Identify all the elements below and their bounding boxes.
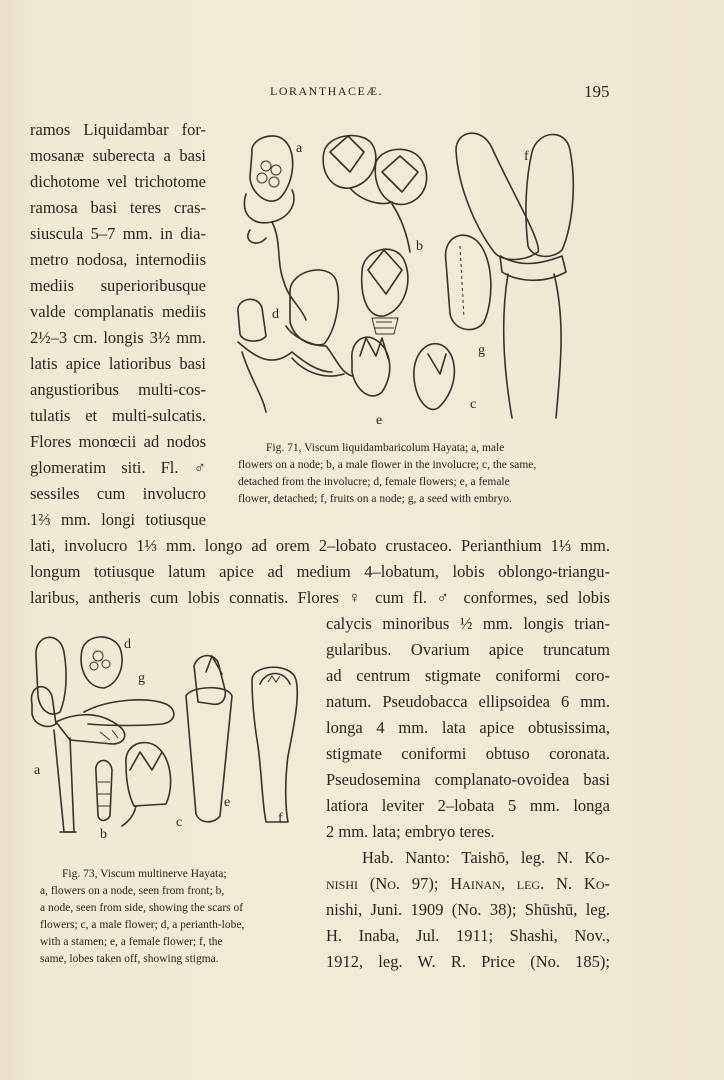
text-line: laribus, antheris cum lobis connatis. Flores ♀ cum fl. ♂ conformes, sed lobis	[30, 588, 610, 607]
page-number: 195	[584, 82, 610, 101]
fig71-seed	[446, 235, 491, 329]
text-line: nishi (No. 97); Hainan, leg. N. Ko-	[326, 874, 610, 893]
fig73-label-e: e	[224, 795, 231, 810]
fig71-male-flower-involucre	[323, 136, 427, 252]
text-line: ramos Liquidambar for-	[30, 120, 206, 139]
text-line: siuscula 5–7 mm. in dia-	[30, 224, 206, 243]
text-line: nishi, Juni. 1909 (No. 38); Shūshū, leg.	[326, 900, 610, 919]
text-line: valde complanatis mediis	[30, 302, 206, 321]
fig73-male-flower	[122, 743, 171, 826]
caption-line: with a stamen; e, a female flower; f, the	[40, 936, 223, 948]
caption-line: Fig. 71, Viscum liquidambaricolum Hayata; a, male	[266, 442, 505, 454]
text-line: Pseudosemina complanato-ovoidea basi	[326, 770, 610, 789]
text-line: sessiles cum involucro	[30, 484, 206, 503]
text-line: gularibus. Ovarium apice truncatum	[326, 640, 610, 659]
text-line: angustioribus multi-cos-	[30, 380, 206, 399]
fig71-label-f: f	[524, 149, 529, 164]
figure-71-caption	[238, 440, 608, 508]
text-line: calycis minoribus ½ mm. longis trian-	[326, 614, 610, 633]
fig71-label-g: g	[478, 343, 485, 358]
figure-71-drawing	[232, 122, 612, 432]
caption-line: flower, detached; f, fruits on a node; g, a seed with embryo.	[238, 493, 512, 505]
text-line: latiora leviter 2–lobata 5 mm. longa	[326, 796, 610, 815]
text-line: metro nodosa, internodiis	[30, 250, 206, 269]
fig71-label-e: e	[376, 413, 383, 428]
text-line: tulatis et multi-sulcatis.	[30, 406, 206, 425]
fig73-label-c: c	[176, 815, 183, 830]
fig73-node-side	[96, 760, 112, 820]
text-line: 2 mm. lata; embryo teres.	[326, 822, 495, 841]
text-line: mosanæ suberecta a basi	[30, 146, 206, 165]
fig73-label-g: g	[138, 671, 145, 686]
figure-73	[26, 626, 316, 861]
fig73-label-a: a	[34, 763, 41, 778]
fig73-perianth-lobe	[81, 637, 122, 688]
running-head: LORANTHACEÆ.	[270, 84, 383, 98]
text-line: stigmate coniformi obtuso coronata.	[326, 744, 610, 763]
text-line: 1⅔ mm. longi totiusque	[30, 510, 206, 529]
fig71-label-a: a	[296, 141, 303, 156]
fig71-male-flower-detached	[362, 249, 455, 409]
text-line: lati, involucro 1⅓ mm. longo ad orem 2–lobato crustaceo. Perianthium 1⅓ mm.	[30, 536, 610, 555]
caption-line: a node, seen from side, showing the scars of	[40, 902, 244, 914]
caption-line: flowers; c, a male flower; d, a perianth-lobe,	[40, 919, 245, 931]
fig71-female-flower-detached	[352, 337, 390, 396]
figure-73-caption	[40, 866, 300, 968]
text-line: glomeratim siti. Fl. ♂	[30, 458, 206, 477]
caption-line: Fig. 73, Viscum multinerve Hayata;	[62, 868, 227, 880]
caption-line: same, lobes taken off, showing stigma.	[40, 953, 219, 965]
text-line: dichotome vel trichotome	[30, 172, 206, 191]
text-line: Hab. Nanto: Taishō, leg. N. Ko-	[362, 848, 610, 867]
fig71-male-flowers	[244, 136, 306, 320]
text-line: 1912, leg. W. R. Price (No. 185);	[326, 952, 610, 971]
fig73-label-d: d	[124, 637, 131, 652]
text-line: longum totiusque latum apice ad medium 4–lobatum, lobis oblongo-triangu-	[30, 562, 610, 581]
figure-73-drawing	[26, 626, 316, 856]
text-line: natum. Pseudobacca ellipsoidea 6 mm.	[326, 692, 610, 711]
caption-line: a, flowers on a node, seen from front; b,	[40, 885, 225, 897]
fig73-label-f: f	[278, 811, 283, 826]
fig71-label-b: b	[416, 239, 423, 254]
text-line: ramosa basi teres cras-	[30, 198, 206, 217]
fig71-label-c: c	[470, 397, 477, 412]
text-line: latis apice latioribus basi	[30, 354, 206, 373]
fig71-fruits	[456, 133, 573, 418]
text-line: Flores monœcii ad nodos	[30, 432, 206, 451]
text-line: longa 4 mm. lata apice obtusissima,	[326, 718, 610, 737]
caption-line: detached from the involucre; d, female flowers; e, a female	[238, 476, 510, 488]
figure-71	[232, 122, 612, 437]
fig73-female-flower-stigma	[252, 667, 297, 822]
text-line: H. Inaba, Jul. 1911; Shashi, Nov.,	[326, 926, 610, 945]
text-line: mediis superioribusque	[30, 276, 206, 295]
caption-line: flowers on a node; b, a male flower in the involucre; c, the same,	[238, 459, 537, 471]
text-line: ad centrum stigmate coniformi coro-	[326, 666, 610, 685]
fig71-label-d: d	[272, 307, 279, 322]
text-line: 2½–3 cm. longis 3½ mm.	[30, 328, 206, 347]
fig71-female-flowers	[238, 270, 352, 412]
fig73-label-b: b	[100, 827, 107, 842]
